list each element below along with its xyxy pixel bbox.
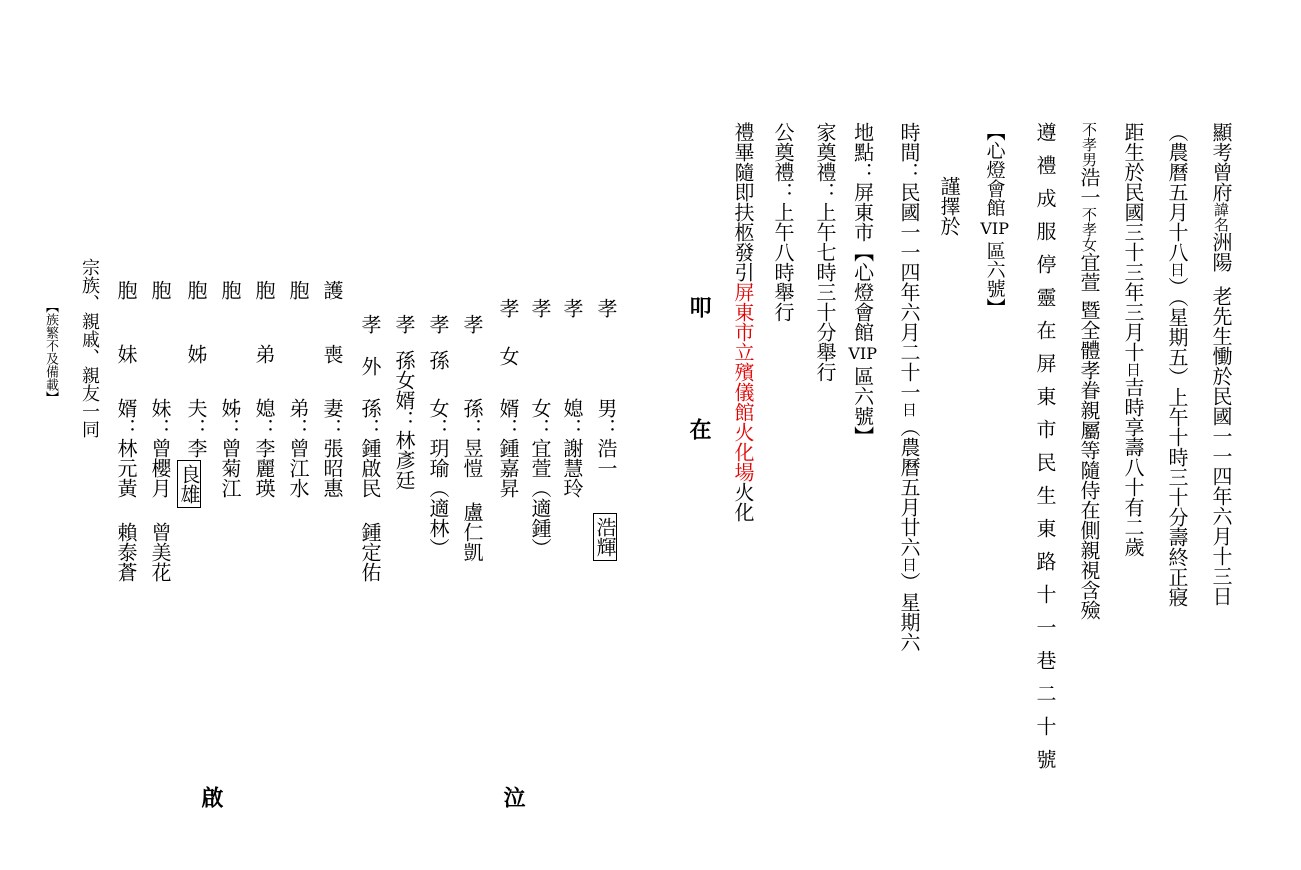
mourner-col-9: 護 <box>320 280 344 300</box>
mourner-col-13-box: 良雄 <box>177 460 201 508</box>
mourner-col-6: 孝 <box>426 314 450 334</box>
mourner-col-9-mid: 喪 <box>320 344 344 364</box>
mourner-col-1-box: 浩輝 <box>593 513 617 561</box>
mourner-col-12-name: 姊：曾菊江 <box>218 398 242 498</box>
mourner-col-2: 孝 <box>560 298 584 318</box>
family-ceremony-line: 家奠禮：上午七時三十分舉行 <box>813 122 837 382</box>
mark-zai: 在 <box>686 418 712 440</box>
mourner-col-5-name: 孫：昱愷 盧仁凱 <box>460 398 484 562</box>
mourner-col-2-name: 媳：謝慧玲 <box>560 398 584 498</box>
mourner-col-3-name: 女：宜萱（適鍾） <box>528 398 552 558</box>
mourner-col-7-name: 孫女婿：林彥廷 <box>392 350 416 490</box>
announcement-col-1: 顯考曾府諱名洲陽老先生慟於民國一一四年六月十三日 <box>1209 122 1233 606</box>
mourner-col-1-name: 男：浩一 <box>594 398 618 478</box>
announcement-col-6: 【心燈會館VIP區六號】 <box>980 122 1009 317</box>
mourner-col-8: 孝 <box>358 314 382 334</box>
mourner-col-10: 胞 <box>286 280 310 300</box>
note-not-exhaustive: 【族繁不及備載】 <box>43 300 58 404</box>
cremation-line: 禮畢隨即扶柩發引屏東市立殯儀館火化場火化 <box>731 122 755 522</box>
time-line: 時間：民國一一四年六月二十一日（農曆五月廿六日）星期六 <box>897 122 921 652</box>
announcement-col-2: （農曆五月十八日）（星期五）上午十時三十分壽終正寢 <box>1165 122 1189 607</box>
mourner-col-6-mid: 孫 <box>426 350 450 370</box>
mourner-col-5: 孝 <box>460 314 484 334</box>
mourner-col-15: 胞 <box>114 280 138 300</box>
mourner-col-13-name: 夫：李 <box>184 398 208 458</box>
mourner-col-7: 孝 <box>392 314 416 334</box>
mourner-col-11-mid: 弟 <box>252 344 276 364</box>
mourner-col-8-mid: 外 <box>358 356 382 376</box>
mourner-col-4-name: 婿：鍾嘉昇 <box>496 398 520 498</box>
mark-qi: 泣 <box>500 786 526 808</box>
mark-qi2: 啟 <box>198 786 224 808</box>
relatives-line: 宗族、親戚、親友一同 <box>79 258 100 438</box>
mourner-col-9-name: 妻：張昭惠 <box>320 398 344 498</box>
mourner-col-10-name: 弟：曾江水 <box>286 398 310 498</box>
mourner-col-4-mid: 女 <box>496 346 520 366</box>
mourner-col-8-name: 孫：鍾啟民 鍾定佑 <box>358 398 382 582</box>
mourner-col-4: 孝 <box>496 298 520 318</box>
announcement-col-7: 謹擇於 <box>937 176 961 236</box>
announcement-col-5: 遵禮成服停靈在屏東市民生東路十一巷二十號 <box>1033 122 1057 782</box>
mourner-col-15-name: 婿：林元黃 賴泰蒼 <box>114 398 138 582</box>
mourner-col-1: 孝 <box>594 298 618 318</box>
mourner-col-11: 胞 <box>252 280 276 300</box>
mark-kou: 叩 <box>686 296 712 318</box>
mourner-col-14: 胞 <box>148 280 172 300</box>
announcement-col-4: 不孝男浩一不孝女宜萱暨全體孝眷親屬等隨侍在側親視含殮 <box>1077 122 1101 620</box>
mourner-col-15-mid: 妹 <box>114 344 138 364</box>
mourner-col-14-name: 妹：曾櫻月 曾美花 <box>148 398 172 582</box>
mourner-col-12: 胞 <box>218 280 242 300</box>
mourner-col-13-mid: 姊 <box>184 344 208 364</box>
public-ceremony-line: 公奠禮：上午八時舉行 <box>771 122 795 322</box>
announcement-col-3: 距生於民國三十三年三月十日吉時享壽八十有二歲 <box>1121 122 1145 557</box>
mourner-col-13: 胞 <box>184 280 208 300</box>
mourner-col-3: 孝 <box>528 298 552 318</box>
mourner-col-11-name: 媳：李麗瑛 <box>252 398 276 498</box>
mourner-col-6-name: 女：玥瑜（適林） <box>426 398 450 558</box>
location-line: 地點：屏東市【心燈會館VIP區六號】 <box>848 122 877 446</box>
